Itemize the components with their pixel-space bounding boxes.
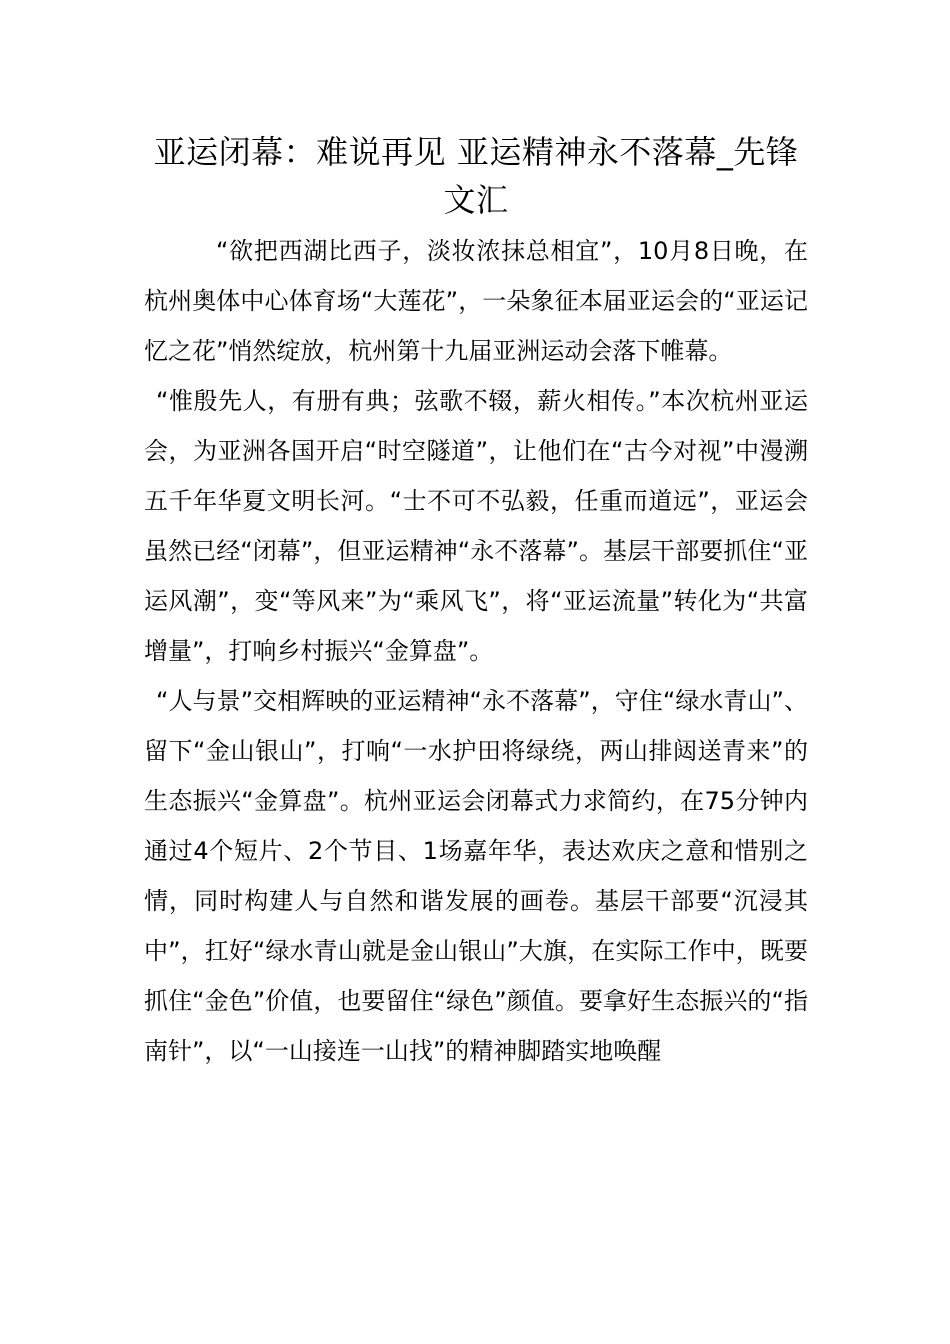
- document-body: [144, 226, 808, 1076]
- document-page: [144, 128, 808, 1076]
- document-title: 亚运闭幕：难说再见 亚运精神永不落幕_先锋文汇: [153, 133, 799, 219]
- paragraph-1: “欲把西湖比西子，淡妆浓抹总相宜”，10月8日晚，在杭州奥体中心体育场“大莲花”，一朵象征本届亚运会的“亚运记忆之花”悄然绽放，杭州第十九届亚洲运动会落下帷幕。: [144, 237, 808, 365]
- paragraph-2: “惟殷先人，有册有典；弦歌不辍，薪火相传。”本次杭州亚运会，为亚洲各国开启“时空隧道”，让他们在“古今对视”中漫溯五千年华夏文明长河。“士不可不弘毅，任重而道远”，亚运会虽然已经“闭幕”，但亚运精神“永不落幕”。基层干部要抓住“亚运风潮”，变“等风来”为“乘风飞”，将“亚运流量”转化为“共富增量”，打响乡村振兴“金算盘”。: [144, 387, 808, 665]
- paragraph-3: “人与景”交相辉映的亚运精神“永不落幕”，守住“绿水青山”、留下“金山银山”，打响“一水护田将绿绕，两山排闼送青来”的生态振兴“金算盘”。杭州亚运会闭幕式力求简约，在75分钟内通过4个短片、2个节目、1场嘉年华，表达欢庆之意和惜别之情，同时构建人与自然和谐发展的画卷。基层干部要“沉浸其中”，扛好“绿水青山就是金山银山”大旗，在实际工作中，既要抓住“金色”价值，也要留住“绿色”颜值。要拿好生态振兴的“指南针”，以“一山接连一山找”的精神脚踏实地唤醒: [144, 687, 808, 1065]
